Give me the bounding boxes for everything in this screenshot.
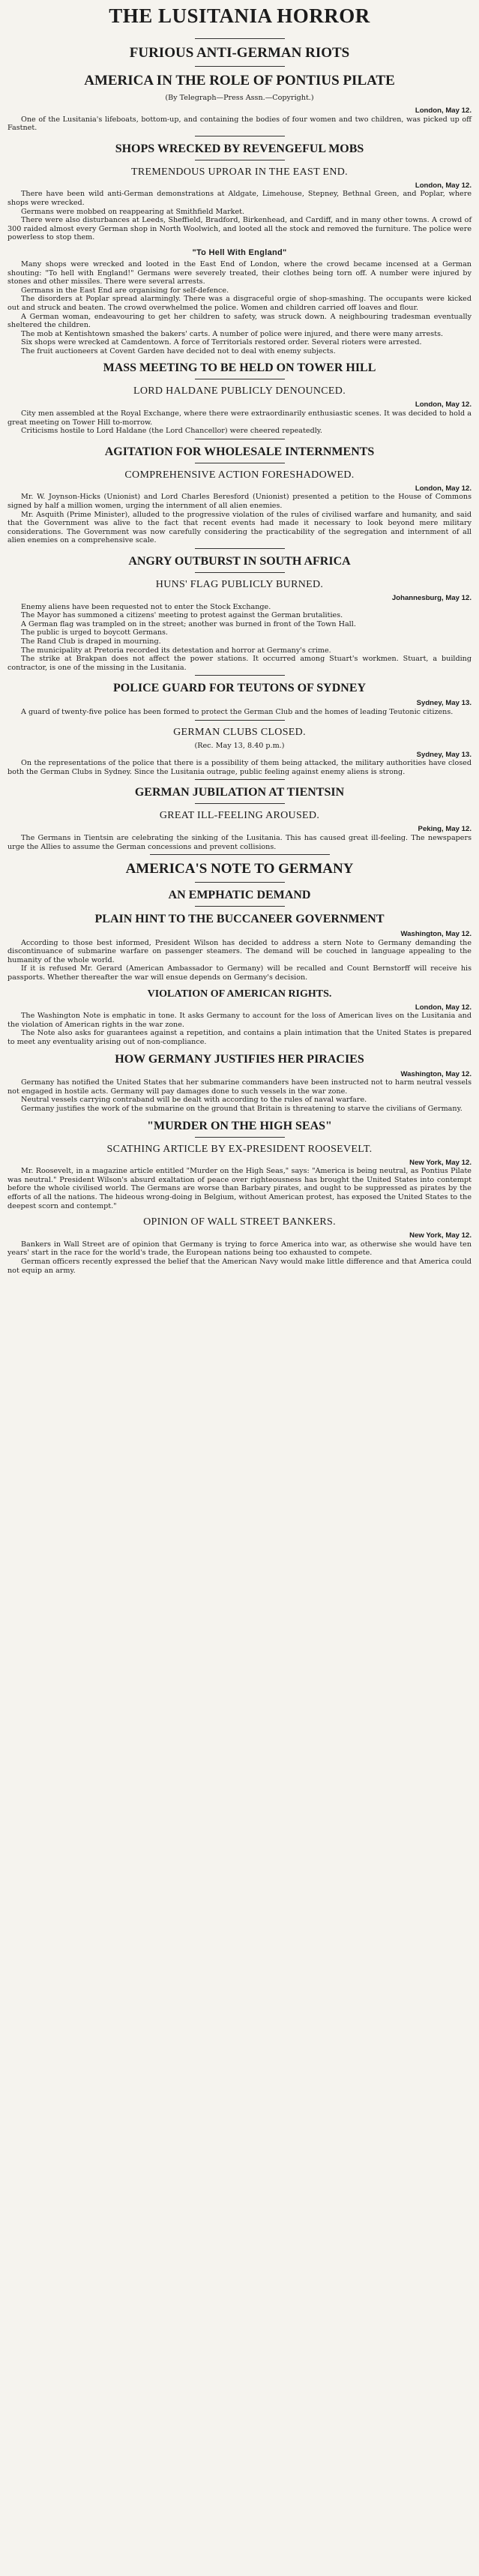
paragraph: Mr. W. Joynson-Hicks (Unionist) and Lord Charles Beresford (Unionist) presented a petition to the House of Commons signed by half a million women, urging the internment of all alien enemies. bbox=[7, 493, 472, 511]
paragraph: Germany has notified the United States that her submarine commanders have been instructed not to harm neutral vessels not engaged in hostile acts. Germany will pay damages done to such vessels in the war zone. bbox=[7, 1078, 472, 1096]
section-heading: MASS MEETING TO BE HELD ON TOWER HILL bbox=[103, 361, 376, 375]
dateline: Johannesburg, May 12. bbox=[391, 594, 472, 602]
section-heading: SHOPS WRECKED BY REVENGEFUL MOBS bbox=[115, 142, 364, 155]
paragraph: Germany justifies the work of the submarine on the ground that Britain is threatening to starve the civilians of Germany. bbox=[21, 1105, 463, 1113]
divider bbox=[195, 1137, 285, 1138]
paragraph: German officers recently expressed the belief that the American Navy would make little difference and that America could not equip an army. bbox=[7, 1257, 472, 1275]
section-piracies bbox=[7, 1053, 472, 1114]
paragraph: Germans in the East End are organising for self-defence. bbox=[21, 286, 229, 295]
masthead-kicker: FURIOUS ANTI-GERMAN RIOTS bbox=[129, 45, 350, 61]
dateline: Peking, May 12. bbox=[418, 825, 472, 834]
divider bbox=[195, 906, 285, 907]
paragraph: City men assembled at the Royal Exchange, where there were extraordinarily enthusiastic scenes. It was decided to hold a great meeting on Tower Hill to-morrow. bbox=[7, 409, 472, 427]
divider bbox=[195, 720, 285, 721]
dateline: Sydney, May 13. bbox=[416, 699, 472, 708]
paragraph: Mr. Asquith (Prime Minister), alluded to the progressive violation of the rules of civilised warfare and humanity, and said that the Government was alive to the fact that recent events had made it necessary to look beyond mere military considerations. The Government was now carefully considering the practicability of the segregation and internment of all alien enemies on a comprehensive scale. bbox=[7, 510, 472, 545]
divider bbox=[195, 803, 285, 804]
byline: (By Telegraph—Press Assn.—Copyright.) bbox=[165, 94, 314, 102]
dateline: New York, May 12. bbox=[409, 1158, 472, 1167]
dateline: New York, May 12. bbox=[409, 1231, 472, 1240]
section-bankers bbox=[7, 1216, 472, 1275]
divider bbox=[150, 854, 330, 855]
section-heading: AMERICA'S NOTE TO GERMANY bbox=[125, 861, 354, 877]
newspaper-page bbox=[7, 0, 472, 1275]
dateline: Sydney, May 13. bbox=[416, 750, 472, 759]
masthead-headline: AMERICA IN THE ROLE OF PONTIUS PILATE bbox=[84, 73, 395, 88]
section-subheading: TREMENDOUS UPROAR IN THE EAST END. bbox=[131, 166, 348, 178]
dateline: Washington, May 12. bbox=[400, 1069, 472, 1078]
paragraph: Neutral vessels carrying contraband will be dealt with according to the rules of naval warfare. bbox=[21, 1096, 367, 1105]
paragraph: The Washington Note is emphatic in tone. It asks Germany to account for the loss of American lives on the Lusitania and the violation of American rights in the war zone. bbox=[7, 1012, 472, 1029]
section-heading: PLAIN HINT TO THE BUCCANEER GOVERNMENT bbox=[94, 913, 385, 926]
section-heading: GERMAN JUBILATION AT TIENTSIN bbox=[134, 786, 345, 799]
section-tower-hill bbox=[7, 361, 472, 435]
paragraph: Enemy aliens have been requested not to enter the Stock Exchange. bbox=[21, 602, 271, 611]
section-heading: HOW GERMANY JUSTIFIES HER PIRACIES bbox=[115, 1052, 364, 1066]
divider bbox=[195, 779, 285, 780]
received-note: (Rec. May 13, 8.40 p.m.) bbox=[194, 741, 285, 750]
dateline: London, May 12. bbox=[415, 106, 472, 115]
paragraph: Criticisms hostile to Lord Haldane (the Lord Chancellor) were cheered repeatedly. bbox=[21, 427, 322, 436]
paragraph: A German flag was trampled on in the street; another was burned in front of the Town Hall. bbox=[21, 619, 356, 628]
section-subheading: VIOLATION OF AMERICAN RIGHTS. bbox=[147, 988, 332, 1000]
paragraph: A guard of twenty-five police has been formed to protect the German Club and the homes of leading Teutonic citizens. bbox=[21, 707, 454, 716]
paragraph: If it is refused Mr. Gerard (American Ambassador to Germany) will be recalled and Count Bernstorff will receive his passports. Whether thereafter the war will ensue depends on Germany's decision. bbox=[7, 964, 472, 982]
paragraph: There have been wild anti-German demonstrations at Aldgate, Limehouse, Stepney, Bethnal Green, and Poplar, where shops were wrecked. bbox=[7, 190, 472, 207]
divider bbox=[195, 38, 285, 39]
divider bbox=[195, 66, 285, 67]
paragraph: The fruit auctioneers at Covent Garden have decided not to deal with enemy subjects. bbox=[21, 346, 336, 355]
paragraph: The municipality at Pretoria recorded its detestation and horror at Germany's crime. bbox=[21, 646, 331, 655]
section-high-seas bbox=[7, 1120, 472, 1211]
divider bbox=[195, 675, 285, 676]
paragraph: The Germans in Tientsin are celebrating the sinking of the Lusitania. This has caused great ill-feeling. The newspapers urge the Allies to assume the German concessions and prevent collisions. bbox=[7, 833, 472, 851]
lead-paragraph: One of the Lusitania's lifeboats, bottom-up, and containing the bodies of four women and two children, was picked up off Fastnet. bbox=[7, 115, 472, 133]
section-heading: "MURDER ON THE HIGH SEAS" bbox=[147, 1119, 332, 1132]
paragraph: The Mayor has summoned a citizens' meeting to protest against the German brutalities. bbox=[21, 611, 343, 620]
paragraph: Six shops were wrecked at Camdentown. A force of Territorials restored order. Several rioters were arrested. bbox=[21, 338, 422, 347]
section-subheading: OPINION OF WALL STREET BANKERS. bbox=[143, 1216, 336, 1228]
paragraph: Bankers in Wall Street are of opinion that Germany is trying to force America into war, as otherwise she would have ten years' start in the race for the world's trade, the European nations being too exhausted to compete. bbox=[7, 1240, 472, 1258]
section-internments bbox=[7, 439, 472, 545]
section-subheading: COMPREHENSIVE ACTION FORESHADOWED. bbox=[124, 469, 355, 481]
section-subheading: GERMAN CLUBS CLOSED. bbox=[173, 726, 306, 738]
divider bbox=[195, 572, 285, 573]
paragraph: Germans were mobbed on reappearing at Smithfield Market. bbox=[21, 207, 245, 216]
paragraph: On the representations of the police that there is a possibility of them being attacked, the military authorities have closed both the German Clubs in Sydney. Since the Lusitania outrage, public feeling against enemy aliens is strong. bbox=[7, 759, 472, 776]
section-subheading: HUNS' FLAG PUBLICLY BURNED. bbox=[155, 579, 324, 590]
paragraph: Many shops were wrecked and looted in the East End of London, where the crowd became incensed at a German shouting: "To hell with England!" Germans were severely treated, their clothes being torn off. A number were injured by stones and other missiles. There were several arrests. bbox=[7, 259, 472, 286]
section-south-africa bbox=[7, 548, 472, 672]
dateline: London, May 12. bbox=[415, 400, 472, 409]
paragraph: According to those best informed, President Wilson has decided to address a stern Note to Germany demanding the discontinuance of submarine warfare on passenger steamers. The demand will be couched in language appealing to the humanity of the whole world. bbox=[7, 938, 472, 964]
divider bbox=[195, 882, 285, 883]
quote-heading: "To Hell With England" bbox=[192, 247, 287, 257]
section-america bbox=[7, 854, 472, 1047]
paragraph: Mr. Roosevelt, in a magazine article entitled "Murder on the High Seas," says: "America is being neutral, as Pontius Pilate was neutral." President Wilson's absurd exaltation of peace over righteousness has brought the United States into contempt before the whole civilised world. The Germans are worse than Barbary pirates, and ought to be suppressed as pirates by the efforts of all the nations. The hideous wrong-doing in Belgium, without American protest, has exposed the United States to the deepest scorn and contempt." bbox=[7, 1167, 472, 1210]
section-heading: ANGRY OUTBURST IN SOUTH AFRICA bbox=[128, 555, 351, 568]
dateline: London, May 12. bbox=[415, 484, 472, 493]
dateline: Washington, May 12. bbox=[400, 930, 472, 939]
paragraph: The disorders at Poplar spread alarmingly. There was a disgraceful orgie of shop-smashing. The occupants were kicked out and struck and beaten. The crowd overwhelmed the police. Women and children carried off loaves and flour. bbox=[7, 295, 472, 312]
section-shops bbox=[7, 136, 472, 356]
paragraph: The Note also asks for guarantees against a repetition, and contains a plain intimation that the United States is prepared to meet any eventuality arising out of non-compliance. bbox=[7, 1029, 472, 1047]
paragraph: There were also disturbances at Leeds, Sheffield, Bradford, Birkenhead, and Cardiff, and in many other towns. A crowd of 300 raided almost every German shop in North Woolwich, and looted all the stock and removed the furniture. The police were powerless to stop them. bbox=[7, 216, 472, 242]
paragraph: The public is urged to boycott Germans. bbox=[21, 628, 168, 637]
masthead-title: THE LUSITANIA HORROR bbox=[109, 4, 370, 27]
section-subheading: SCATHING ARTICLE BY EX-PRESIDENT ROOSEVELT. bbox=[106, 1143, 373, 1155]
section-subheading: AN EMPHATIC DEMAND bbox=[168, 889, 311, 902]
paragraph: A German woman, endeavouring to get her children to safety, was struck down. A neighbouring tradesman eventually sheltered the children. bbox=[7, 312, 472, 330]
divider bbox=[195, 548, 285, 549]
paragraph: The strike at Brakpan does not affect the power stations. It occurred among Stuart's workmen. Stuart, a building contractor, is one of the missing in the Lusitania. bbox=[7, 655, 472, 672]
section-sydney bbox=[7, 675, 472, 776]
section-heading: AGITATION FOR WHOLESALE INTERNMENTS bbox=[104, 445, 375, 458]
section-heading: POLICE GUARD FOR TEUTONS OF SYDNEY bbox=[112, 682, 367, 695]
section-tientsin bbox=[7, 779, 472, 851]
section-subheading: GREAT ILL-FEELING AROUSED. bbox=[159, 810, 320, 822]
section-subheading: LORD HALDANE PUBLICLY DENOUNCED. bbox=[133, 385, 346, 397]
dateline: London, May 12. bbox=[415, 181, 472, 190]
paragraph: The Rand Club is draped in mourning. bbox=[21, 637, 161, 646]
dateline: London, May 12. bbox=[415, 1003, 472, 1012]
paragraph: The mob at Kentishtown smashed the bakers' carts. A number of police were injured, and there were many arrests. bbox=[21, 329, 444, 338]
